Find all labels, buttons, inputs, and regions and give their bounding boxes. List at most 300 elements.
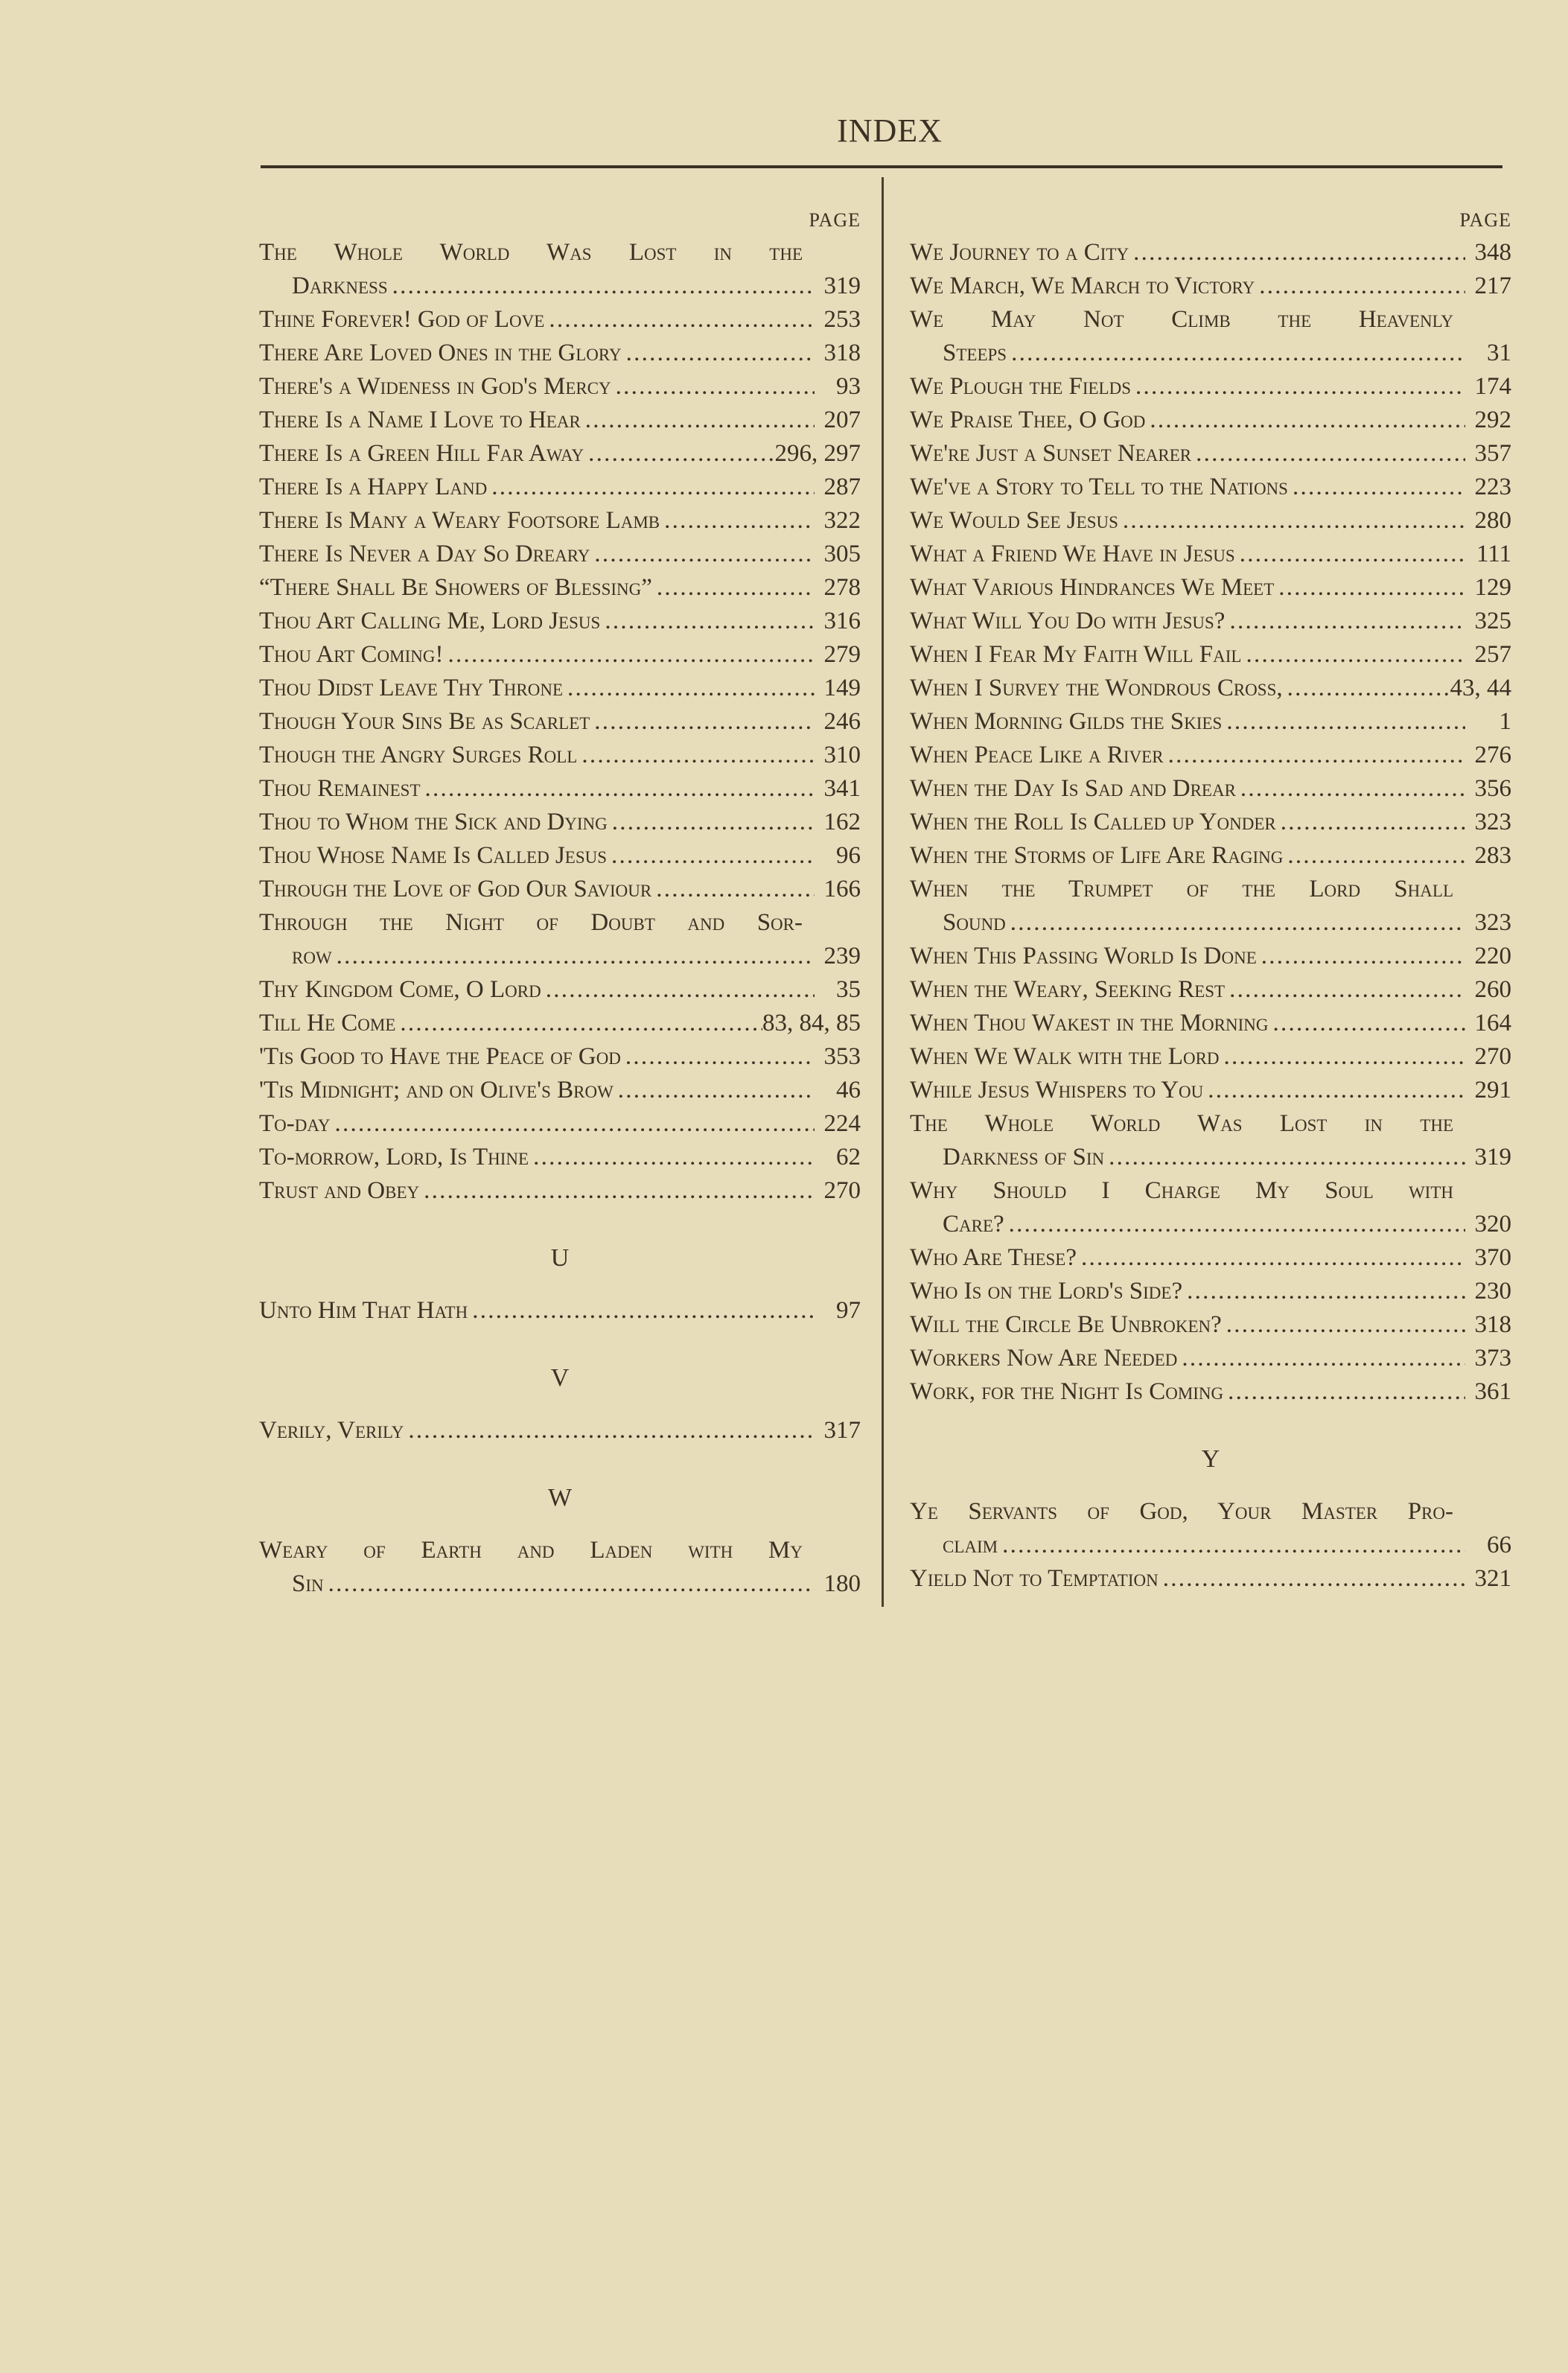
dot-leader	[487, 471, 815, 504]
entry-line	[259, 605, 861, 638]
index-entry	[910, 1308, 1511, 1342]
entry-line	[910, 437, 1511, 471]
index-entry	[910, 806, 1511, 839]
dot-leader	[1006, 906, 1465, 940]
dot-leader	[600, 605, 815, 638]
entry-line	[259, 772, 861, 806]
entry-title: There Is a Green Hill Far Away	[259, 440, 584, 467]
entry-line	[910, 605, 1511, 638]
entry-page: 279	[823, 641, 861, 668]
entry-line	[259, 571, 861, 605]
entry-title: There Is Many a Weary Footsore Lamb	[259, 507, 660, 534]
entry-line	[259, 973, 861, 1007]
index-entry	[910, 672, 1511, 705]
dot-leader	[1004, 1208, 1465, 1241]
entry-line	[910, 906, 1511, 940]
index-entry	[910, 739, 1511, 772]
index-entry	[910, 1174, 1511, 1241]
entry-line	[259, 1567, 861, 1601]
index-entry	[910, 1562, 1511, 1596]
index-entry	[910, 571, 1511, 605]
index-entry	[910, 1040, 1511, 1074]
index-entry	[910, 1342, 1511, 1375]
entry-title: When I Survey the Wondrous Cross,	[910, 675, 1283, 701]
dot-leader	[1276, 806, 1465, 839]
index-entry	[910, 638, 1511, 672]
entry-line	[910, 1208, 1511, 1241]
entry-page: 96	[836, 842, 861, 869]
index-entry	[259, 1040, 861, 1074]
entry-page: 257	[1474, 641, 1511, 668]
entry-line	[259, 839, 861, 873]
index-entry	[910, 437, 1511, 471]
entry-line	[910, 1275, 1511, 1308]
entry-page: 356	[1474, 775, 1511, 802]
entry-title: Though the Angry Surges Roll	[259, 742, 578, 768]
entry-title: We're Just a Sunset Nearer	[910, 440, 1192, 467]
dot-leader	[590, 705, 815, 739]
entry-page: 318	[823, 340, 861, 366]
index-entry	[910, 471, 1511, 504]
entry-title: The Whole World Was Lost in the	[910, 1110, 1453, 1137]
entry-line	[910, 1241, 1511, 1275]
entry-title: Thou Remainest	[259, 775, 421, 802]
index-entry	[259, 1074, 861, 1107]
entry-page: 322	[823, 507, 861, 534]
dot-leader	[590, 538, 815, 571]
index-entry	[910, 940, 1511, 973]
page-column-label: PAGE	[1459, 209, 1511, 231]
entry-page: 162	[823, 809, 861, 835]
entry-page: 353	[823, 1043, 861, 1070]
entry-line	[910, 973, 1511, 1007]
entry-title: Weary of Earth and Laden with My	[259, 1537, 803, 1564]
dot-leader	[651, 873, 815, 906]
dot-leader	[1236, 772, 1465, 806]
dot-leader	[332, 940, 815, 973]
entry-line	[910, 1040, 1511, 1074]
column-divider	[882, 177, 884, 1607]
left-column	[259, 205, 861, 1601]
dot-leader	[541, 973, 815, 1007]
entry-line	[259, 370, 861, 404]
entry-title: We Would See Jesus	[910, 507, 1118, 534]
dot-leader	[621, 1040, 815, 1074]
entry-title: When the Trumpet of the Lord Shall	[910, 876, 1453, 902]
dot-leader	[404, 1414, 815, 1447]
dot-leader	[607, 839, 815, 873]
entry-title-continued: Care?	[943, 1211, 1004, 1238]
entry-title: What a Friend We Have in Jesus	[910, 541, 1235, 567]
entry-page: 46	[836, 1077, 861, 1103]
index-entry	[910, 1275, 1511, 1308]
entry-title: Work, for the Night Is Coming	[910, 1378, 1224, 1405]
dot-leader	[660, 504, 815, 538]
index-entry	[259, 973, 861, 1007]
section-letter: Y	[1201, 1445, 1220, 1473]
entry-page: 319	[1474, 1144, 1511, 1170]
entry-title: Will the Circle Be Unbroken?	[910, 1311, 1222, 1338]
entry-page: 323	[1474, 909, 1511, 936]
entry-title: “There Shall Be Showers of Blessing”	[259, 574, 652, 601]
dot-leader	[1241, 638, 1465, 672]
entry-page: 296, 297	[774, 440, 861, 467]
entry-title: Thy Kingdom Come, O Lord	[259, 976, 541, 1003]
index-entry	[259, 605, 861, 638]
index-entry	[259, 906, 861, 973]
dot-leader	[1164, 739, 1465, 772]
index-entry	[910, 973, 1511, 1007]
entry-page: 341	[823, 775, 861, 802]
index-entry	[910, 303, 1511, 370]
entry-title: Why Should I Charge My Soul with	[910, 1177, 1453, 1204]
index-entry	[259, 806, 861, 839]
entry-line	[259, 806, 861, 839]
dot-leader	[1283, 839, 1465, 873]
entry-line	[259, 471, 861, 504]
entry-line	[259, 1141, 861, 1174]
entry-line	[259, 504, 861, 538]
entry-line	[910, 638, 1511, 672]
entry-page: 276	[1474, 742, 1511, 768]
entry-title: 'Tis Good to Have the Peace of God	[259, 1043, 621, 1070]
index-entry	[259, 337, 861, 370]
entry-page: 270	[823, 1177, 861, 1204]
dot-leader	[1159, 1562, 1465, 1596]
entry-page: 280	[1474, 507, 1511, 534]
entry-line	[910, 1074, 1511, 1107]
dot-leader	[1104, 1141, 1465, 1174]
entry-page: 323	[1474, 809, 1511, 835]
index-entry	[259, 1107, 861, 1141]
entry-title: Thou Whose Name Is Called Jesus	[259, 842, 608, 869]
entry-page: 316	[823, 608, 861, 634]
dot-leader	[1283, 672, 1450, 705]
entry-line	[910, 538, 1511, 571]
entry-page: 35	[836, 976, 861, 1003]
entry-line	[910, 772, 1511, 806]
entry-title: Through the Love of God Our Saviour	[259, 876, 652, 902]
entry-line	[259, 739, 861, 772]
entry-line	[259, 1294, 861, 1328]
entry-line	[259, 437, 861, 471]
entry-page: 180	[823, 1570, 861, 1597]
dot-leader	[1223, 1375, 1465, 1409]
entry-title: When Peace Like a River	[910, 742, 1164, 768]
entry-page: 224	[823, 1110, 861, 1137]
dot-leader	[563, 672, 815, 705]
index-entry	[259, 705, 861, 739]
entry-title: We Plough the Fields	[910, 373, 1132, 400]
dot-leader	[622, 337, 815, 370]
entry-line	[259, 638, 861, 672]
entry-title: Ye Servants of God, Your Master Pro-	[910, 1498, 1453, 1525]
dot-leader	[468, 1294, 815, 1328]
entry-line	[910, 806, 1511, 839]
index-entry	[910, 772, 1511, 806]
entry-page: 166	[823, 876, 861, 902]
index-entry	[259, 1534, 861, 1601]
index-entry	[259, 638, 861, 672]
entry-line	[259, 1074, 861, 1107]
dot-leader	[584, 437, 774, 471]
dot-leader	[443, 638, 815, 672]
index-entry	[259, 538, 861, 571]
entry-page: 1	[1499, 708, 1511, 735]
entry-title: When the Storms of Life Are Raging	[910, 842, 1284, 869]
index-entry	[910, 270, 1511, 303]
entry-page: 305	[823, 541, 861, 567]
index-entry	[910, 1007, 1511, 1040]
section-letter: W	[547, 1484, 573, 1512]
entry-page: 292	[1474, 407, 1511, 433]
entry-page: 291	[1474, 1077, 1511, 1103]
entry-title: We Praise Thee, O God	[910, 407, 1146, 433]
entry-page: 253	[823, 306, 861, 333]
entry-line	[910, 705, 1511, 739]
entry-title: There Is a Happy Land	[259, 474, 488, 500]
index-entry	[259, 873, 861, 906]
index-entry	[910, 370, 1511, 404]
entry-title: There Is a Name I Love to Hear	[259, 407, 581, 433]
entry-page: 223	[1474, 474, 1511, 500]
entry-page: 260	[1474, 976, 1511, 1003]
index-entry	[910, 404, 1511, 437]
entry-title: When This Passing World Is Done	[910, 943, 1257, 969]
entry-title: Till He Come	[259, 1010, 396, 1036]
entry-line	[259, 404, 861, 437]
index-entry	[259, 404, 861, 437]
dot-leader	[1220, 1040, 1465, 1074]
dot-leader	[1191, 437, 1465, 471]
entry-title: When Morning Gilds the Skies	[910, 708, 1223, 735]
entry-page: 174	[1474, 373, 1511, 400]
entry-line	[910, 839, 1511, 873]
entry-page: 318	[1474, 1311, 1511, 1338]
entry-page: 348	[1474, 239, 1511, 266]
index-entry	[910, 504, 1511, 538]
dot-leader	[1288, 471, 1465, 504]
page-title: INDEX	[837, 112, 943, 149]
index-entry	[259, 504, 861, 538]
entry-title: There's a Wideness in God's Mercy	[259, 373, 611, 400]
entry-line	[910, 337, 1511, 370]
entry-title-continued: Sound	[943, 909, 1006, 936]
entry-page: 62	[836, 1144, 861, 1170]
entry-title: Workers Now Are Needed	[910, 1345, 1178, 1372]
entry-page: 111	[1476, 541, 1511, 567]
index-entry	[259, 672, 861, 705]
dot-leader	[1129, 236, 1465, 270]
entry-title: Yield Not to Temptation	[910, 1565, 1159, 1592]
dot-leader	[544, 303, 815, 337]
index-entry	[259, 471, 861, 504]
dot-leader	[1235, 538, 1465, 571]
entry-page: 321	[1474, 1565, 1511, 1592]
dot-leader	[1268, 1007, 1465, 1040]
dot-leader	[1257, 940, 1465, 973]
dot-leader	[1225, 973, 1465, 1007]
entry-title: To-day	[259, 1110, 331, 1137]
index-entry	[259, 236, 861, 303]
entry-page: 97	[836, 1297, 861, 1324]
entry-line	[910, 504, 1511, 538]
index-entry	[259, 772, 861, 806]
entry-title: There Is Never a Day So Dreary	[259, 541, 590, 567]
dot-leader	[1131, 370, 1465, 404]
entry-line	[910, 1342, 1511, 1375]
dot-leader	[330, 1107, 815, 1141]
entry-page: 283	[1474, 842, 1511, 869]
entry-page: 317	[823, 1417, 861, 1444]
entry-line	[259, 672, 861, 705]
entry-page: 230	[1474, 1278, 1511, 1305]
entry-line	[910, 1375, 1511, 1409]
entry-title: Through the Night of Doubt and Sor-	[259, 909, 803, 936]
dot-leader	[1182, 1275, 1465, 1308]
entry-page: 278	[823, 574, 861, 601]
entry-line	[910, 1308, 1511, 1342]
dot-leader	[1118, 504, 1465, 538]
entry-title: While Jesus Whispers to You	[910, 1077, 1204, 1103]
entry-line	[910, 1529, 1511, 1562]
index-entry	[259, 437, 861, 471]
entry-title: We've a Story to Tell to the Nations	[910, 474, 1288, 500]
entry-title: 'Tis Midnight; and on Olive's Brow	[259, 1077, 614, 1103]
dot-leader	[608, 806, 815, 839]
entry-title-continued: Darkness of Sin	[943, 1144, 1105, 1170]
entry-line	[259, 538, 861, 571]
entry-page: 361	[1474, 1378, 1511, 1405]
dot-leader	[324, 1567, 815, 1601]
right-column	[910, 205, 1511, 1596]
entry-line	[910, 571, 1511, 605]
dot-leader	[1222, 1308, 1465, 1342]
entry-line	[259, 1414, 861, 1447]
entry-title: When the Roll Is Called up Yonder	[910, 809, 1276, 835]
entry-title: Trust and Obey	[259, 1177, 420, 1204]
entry-line	[910, 1141, 1511, 1174]
entry-line	[259, 1040, 861, 1074]
index-entry	[259, 303, 861, 337]
entry-page: 310	[823, 742, 861, 768]
entry-line	[910, 471, 1511, 504]
dot-leader	[614, 1074, 815, 1107]
entry-line	[910, 672, 1511, 705]
entry-title: The Whole World Was Lost in the	[259, 239, 803, 266]
entry-title-continued: claim	[943, 1532, 998, 1558]
entry-page: 93	[836, 373, 861, 400]
dot-leader	[1203, 1074, 1465, 1107]
entry-title: Though Your Sins Be as Scarlet	[259, 708, 590, 735]
entry-title: Who Is on the Lord's Side?	[910, 1278, 1183, 1305]
dot-leader	[529, 1141, 815, 1174]
dot-leader	[1225, 605, 1465, 638]
entry-title: There Are Loved Ones in the Glory	[259, 340, 622, 366]
entry-title: Verily, Verily	[259, 1417, 404, 1444]
index-entry	[910, 605, 1511, 638]
entry-page: 217	[1474, 273, 1511, 299]
index-entry	[259, 1294, 861, 1328]
entry-line	[259, 270, 861, 303]
index-entry	[259, 1007, 861, 1040]
entry-page: 246	[823, 708, 861, 735]
index-entry	[910, 1495, 1511, 1562]
entry-line	[910, 940, 1511, 973]
section-letter: V	[550, 1364, 570, 1392]
index-entry	[259, 1174, 861, 1208]
dot-leader	[1007, 337, 1465, 370]
entry-page: 31	[1487, 340, 1511, 366]
entry-line	[259, 940, 861, 973]
dot-leader	[577, 739, 815, 772]
dot-leader	[611, 370, 815, 404]
entry-line	[259, 1107, 861, 1141]
entry-line	[259, 303, 861, 337]
entry-line	[259, 1174, 861, 1208]
header-rule	[261, 165, 1502, 168]
dot-leader	[998, 1529, 1465, 1562]
dot-leader	[419, 1174, 815, 1208]
entry-title: Thou Didst Leave Thy Throne	[259, 675, 564, 701]
entry-title: When We Walk with the Lord	[910, 1043, 1220, 1070]
entry-line	[259, 337, 861, 370]
index-entry	[910, 236, 1511, 270]
index-entry	[259, 1414, 861, 1447]
index-entry	[910, 873, 1511, 940]
entry-page: 239	[823, 943, 861, 969]
dot-leader	[421, 772, 815, 806]
entry-page: 164	[1474, 1010, 1511, 1036]
entry-line	[910, 370, 1511, 404]
dot-leader	[581, 404, 815, 437]
dot-leader	[388, 270, 815, 303]
entry-page: 370	[1474, 1244, 1511, 1271]
entry-line	[259, 873, 861, 906]
index-entry	[910, 1375, 1511, 1409]
entry-title: Unto Him That Hath	[259, 1297, 468, 1324]
entry-page: 357	[1474, 440, 1511, 467]
entry-title-continued: Steeps	[943, 340, 1007, 366]
dot-leader	[1077, 1241, 1465, 1275]
entry-title: We Journey to a City	[910, 239, 1129, 266]
entry-title-continued: Darkness	[292, 273, 388, 299]
entry-title: When the Weary, Seeking Rest	[910, 976, 1226, 1003]
index-entry	[910, 1241, 1511, 1275]
entry-title: When the Day Is Sad and Drear	[910, 775, 1236, 802]
dot-leader	[652, 571, 815, 605]
dot-leader	[395, 1007, 762, 1040]
entry-title: Thou Art Coming!	[259, 641, 444, 668]
entry-page: 83, 84, 85	[762, 1010, 861, 1036]
page-column-label: PAGE	[809, 209, 861, 231]
dot-leader	[1145, 404, 1465, 437]
index-entry	[259, 571, 861, 605]
index-entry	[259, 739, 861, 772]
index-entry	[910, 839, 1511, 873]
entry-page: 287	[823, 474, 861, 500]
entry-page: 66	[1487, 1532, 1511, 1558]
entry-line	[259, 1007, 861, 1040]
entry-line	[910, 1007, 1511, 1040]
index-entry	[910, 1107, 1511, 1174]
entry-page: 149	[823, 675, 861, 701]
entry-line	[910, 1562, 1511, 1596]
entry-line	[910, 236, 1511, 270]
entry-title: We March, We March to Victory	[910, 273, 1255, 299]
index-entry	[910, 1074, 1511, 1107]
dot-leader	[1177, 1342, 1465, 1375]
